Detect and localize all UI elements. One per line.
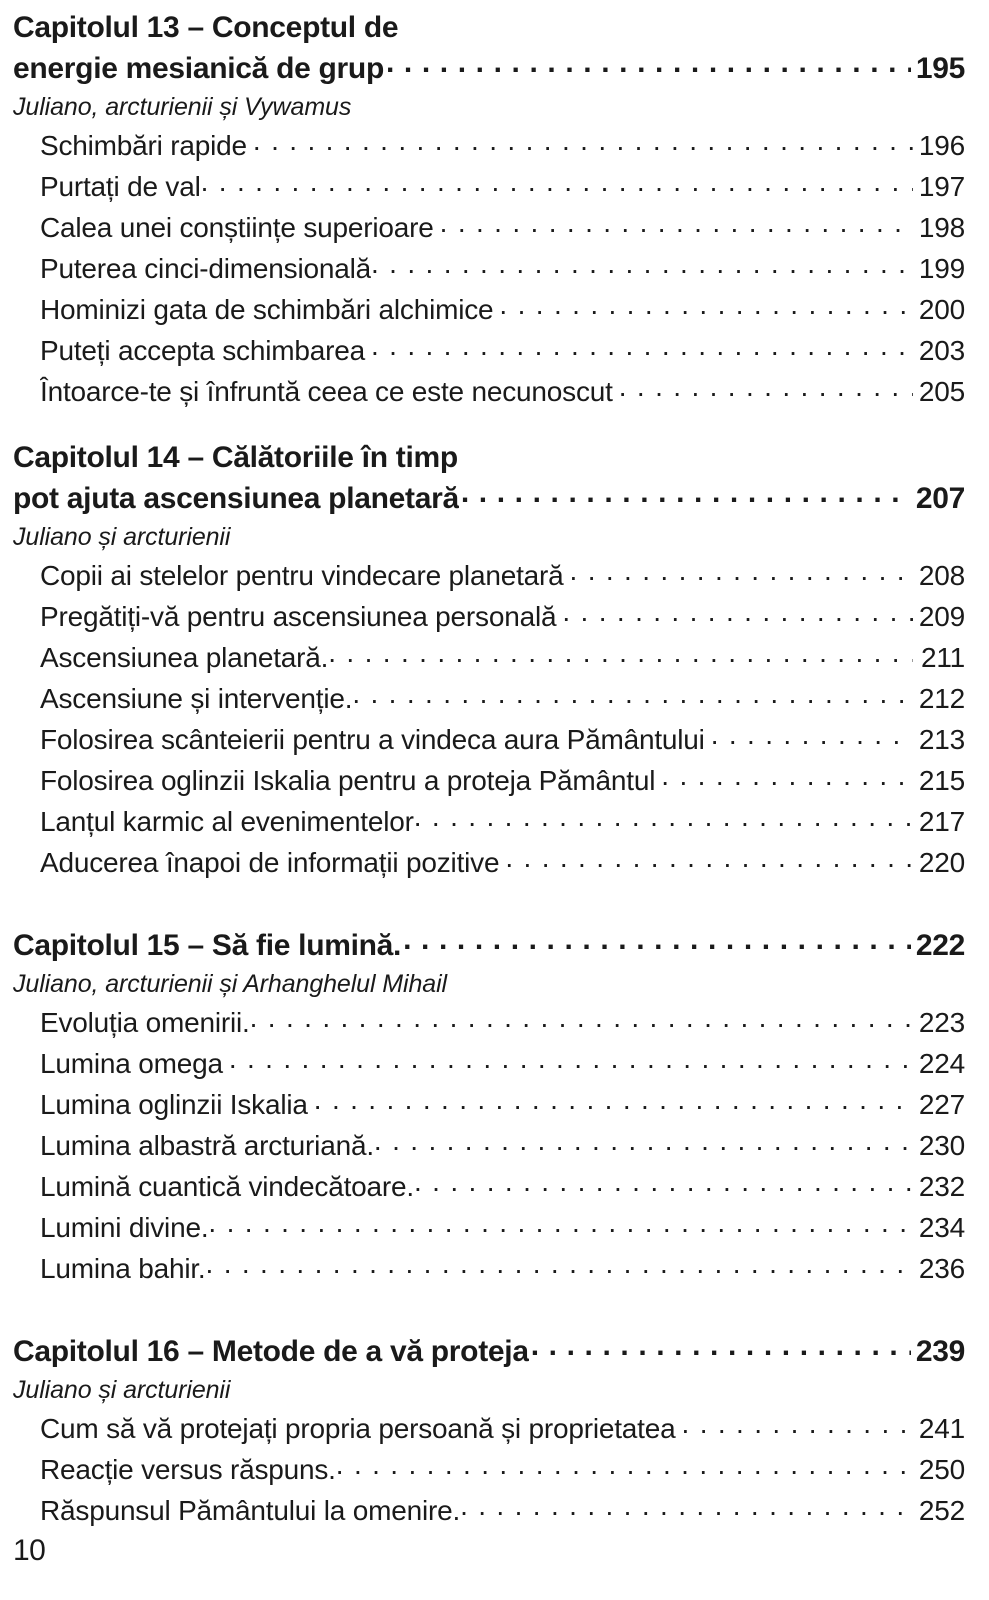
toc-entry-page: 211 bbox=[920, 642, 965, 673]
toc-entry[interactable] bbox=[40, 637, 965, 678]
chapter-heading-line2: pot ajuta ascensiunea planetară bbox=[13, 482, 459, 515]
dot-leader bbox=[250, 1004, 913, 1032]
toc-entry[interactable] bbox=[40, 330, 965, 371]
chapter-page-number: 239 bbox=[915, 1335, 965, 1368]
chapter-page-number: 195 bbox=[915, 52, 965, 85]
toc-entry-label: Puteți accepta schimbarea bbox=[40, 335, 365, 366]
dot-leader bbox=[352, 680, 913, 708]
toc-entry-page: 236 bbox=[918, 1253, 965, 1284]
toc-entry-page: 227 bbox=[918, 1089, 965, 1120]
chapter-author-line: Juliano și arcturienii bbox=[13, 523, 231, 551]
toc-entry-label: Puterea cinci-dimensională bbox=[40, 253, 371, 284]
toc-entry[interactable] bbox=[40, 1166, 965, 1207]
dot-leader bbox=[682, 1410, 913, 1438]
toc-entry-label: Pregătiți-vă pentru ascensiunea personală bbox=[40, 601, 557, 632]
toc-entry-label: Calea unei conștiințe superioare bbox=[40, 212, 434, 243]
toc-entry-label: Evoluția omenirii. bbox=[40, 1007, 250, 1038]
dot-leader bbox=[461, 478, 911, 508]
toc-entry-page: 241 bbox=[918, 1413, 965, 1444]
toc-entry-page: 203 bbox=[918, 335, 965, 366]
toc-list bbox=[13, 8, 965, 1531]
toc-entry-page: 234 bbox=[918, 1212, 965, 1243]
toc-entry[interactable] bbox=[40, 842, 965, 883]
dot-leader bbox=[414, 803, 913, 831]
chapter-heading-line2: energie mesianică de grup bbox=[13, 52, 384, 85]
toc-entry[interactable] bbox=[40, 371, 965, 412]
dot-leader bbox=[374, 1127, 913, 1155]
toc-entry-page: 198 bbox=[918, 212, 965, 243]
toc-entry-label: Ascensiunea planetară. bbox=[40, 642, 329, 673]
toc-entry-page: 208 bbox=[918, 560, 965, 591]
toc-section-capitolul-15 bbox=[13, 925, 965, 1289]
chapter-page-number: 222 bbox=[915, 929, 965, 962]
toc-entry[interactable] bbox=[40, 1125, 965, 1166]
chapter-author-line: Juliano și arcturienii bbox=[13, 1376, 231, 1404]
toc-entry-page: 205 bbox=[918, 376, 965, 407]
dot-leader bbox=[505, 844, 913, 872]
toc-entry-label: Purtați de val bbox=[40, 171, 201, 202]
chapter-heading-row[interactable] bbox=[13, 48, 965, 89]
dot-leader bbox=[314, 1086, 913, 1114]
toc-entry-label: Hominizi gata de schimbări alchimice bbox=[40, 294, 494, 325]
toc-entry[interactable] bbox=[40, 760, 965, 801]
toc-entry-page: 224 bbox=[918, 1048, 965, 1079]
dot-leader bbox=[201, 168, 913, 196]
chapter-author-line: Juliano, arcturienii și Arhanghelul Mihail bbox=[13, 970, 447, 998]
toc-entry[interactable] bbox=[40, 1043, 965, 1084]
toc-entry[interactable] bbox=[40, 719, 965, 760]
section-spacer bbox=[13, 1289, 965, 1331]
toc-entry[interactable] bbox=[40, 1408, 965, 1449]
toc-entry-page: 196 bbox=[918, 130, 965, 161]
dot-leader bbox=[440, 209, 913, 237]
dot-leader bbox=[386, 48, 911, 78]
dot-leader bbox=[229, 1045, 913, 1073]
dot-leader bbox=[661, 762, 913, 790]
toc-entry-label: Folosirea scânteierii pentru a vindeca aura Pământului bbox=[40, 724, 705, 755]
toc-entry-label: Ascensiune și intervenție. bbox=[40, 683, 353, 714]
toc-entry-page: 232 bbox=[918, 1171, 965, 1202]
toc-entry-page: 220 bbox=[918, 847, 965, 878]
toc-entry-label: Cum să vă protejați propria persoană și proprietatea bbox=[40, 1413, 676, 1444]
dot-leader bbox=[414, 1168, 913, 1196]
toc-entry-label: Lumini divine. bbox=[40, 1212, 209, 1243]
chapter-heading-line2: Capitolul 16 – Metode de a vă proteja bbox=[13, 1335, 529, 1368]
toc-entry-label: Lumina bahir. bbox=[40, 1253, 206, 1284]
toc-entry-label: Lumina albastră arcturiană. bbox=[40, 1130, 374, 1161]
section-spacer bbox=[13, 883, 965, 925]
toc-entry[interactable] bbox=[40, 596, 965, 637]
dot-leader bbox=[499, 291, 913, 319]
toc-entry[interactable] bbox=[40, 1490, 965, 1531]
toc-entry-label: Lumină cuantică vindecătoare. bbox=[40, 1171, 414, 1202]
page-folio: 10 bbox=[13, 1534, 46, 1567]
toc-entry-page: 252 bbox=[918, 1495, 965, 1526]
dot-leader bbox=[206, 1250, 913, 1278]
dot-leader bbox=[619, 373, 913, 401]
toc-entry-label: Schimbări rapide bbox=[40, 130, 247, 161]
dot-leader bbox=[460, 1492, 913, 1520]
toc-entry-label: Aducerea înapoi de informații pozitive bbox=[40, 847, 500, 878]
chapter-heading-row[interactable] bbox=[13, 478, 965, 519]
toc-entry-label: Lumina omega bbox=[40, 1048, 223, 1079]
toc-entry-label: Lumina oglinzii Iskalia bbox=[40, 1089, 308, 1120]
toc-entry[interactable] bbox=[40, 1084, 965, 1125]
chapter-heading-row[interactable] bbox=[13, 1331, 965, 1372]
toc-entry-page: 212 bbox=[918, 683, 965, 714]
toc-section-capitolul-16 bbox=[13, 1331, 965, 1531]
toc-section-capitolul-14 bbox=[13, 438, 965, 883]
dot-leader bbox=[336, 1451, 913, 1479]
dot-leader bbox=[570, 557, 913, 585]
toc-entry[interactable] bbox=[40, 555, 965, 596]
toc-entry[interactable] bbox=[40, 1449, 965, 1490]
chapter-page-number: 207 bbox=[915, 482, 965, 515]
chapter-heading-row[interactable] bbox=[13, 925, 965, 966]
toc-section-capitolul-13 bbox=[13, 8, 965, 412]
dot-leader bbox=[328, 639, 913, 667]
dot-leader bbox=[711, 721, 913, 749]
toc-entry-page: 223 bbox=[918, 1007, 965, 1038]
chapter-heading-line1: Capitolul 13 – Conceptul de bbox=[13, 11, 399, 44]
toc-entry[interactable] bbox=[40, 1248, 965, 1289]
toc-entry-label: Copii ai stelelor pentru vindecare planetară bbox=[40, 560, 564, 591]
chapter-heading-line2: Capitolul 15 – Să fie lumină. bbox=[13, 929, 402, 962]
dot-leader bbox=[403, 925, 911, 955]
toc-entry-page: 213 bbox=[918, 724, 965, 755]
toc-entry-label: Întoarce-te și înfruntă ceea ce este necunoscut bbox=[40, 376, 613, 407]
toc-entry-page: 230 bbox=[918, 1130, 965, 1161]
dot-leader bbox=[253, 127, 913, 155]
toc-entry[interactable] bbox=[40, 289, 965, 330]
toc-entry-page: 215 bbox=[918, 765, 965, 796]
dot-leader bbox=[208, 1209, 913, 1237]
toc-entry-label: Folosirea oglinzii Iskalia pentru a proteja Pământul bbox=[40, 765, 656, 796]
chapter-author-line: Juliano, arcturienii și Vywamus bbox=[13, 93, 352, 121]
toc-entry[interactable] bbox=[40, 678, 965, 719]
toc-entry-page: 199 bbox=[918, 253, 965, 284]
toc-entry[interactable] bbox=[40, 248, 965, 289]
toc-entry-label: Reacție versus răspuns. bbox=[40, 1454, 336, 1485]
section-spacer bbox=[13, 412, 965, 438]
dot-leader bbox=[562, 598, 913, 626]
toc-entry-page: 250 bbox=[918, 1454, 965, 1485]
dot-leader bbox=[531, 1331, 911, 1361]
toc-entry-label: Răspunsul Pământului la omenire. bbox=[40, 1495, 461, 1526]
dot-leader bbox=[371, 250, 913, 278]
toc-entry[interactable] bbox=[40, 1207, 965, 1248]
toc-entry-page: 197 bbox=[918, 171, 965, 202]
toc-entry-page: 217 bbox=[918, 806, 965, 837]
toc-entry[interactable] bbox=[40, 1002, 965, 1043]
toc-entry-label: Lanțul karmic al evenimentelor bbox=[40, 806, 414, 837]
toc-entry[interactable] bbox=[40, 207, 965, 248]
toc-entry[interactable] bbox=[40, 801, 965, 842]
chapter-heading-line1: Capitolul 14 – Călătoriile în timp bbox=[13, 441, 458, 474]
toc-entry[interactable] bbox=[40, 166, 965, 207]
dot-leader bbox=[371, 332, 913, 360]
toc-entry-page: 209 bbox=[918, 601, 965, 632]
toc-entry[interactable] bbox=[40, 125, 965, 166]
toc-entry-page: 200 bbox=[918, 294, 965, 325]
